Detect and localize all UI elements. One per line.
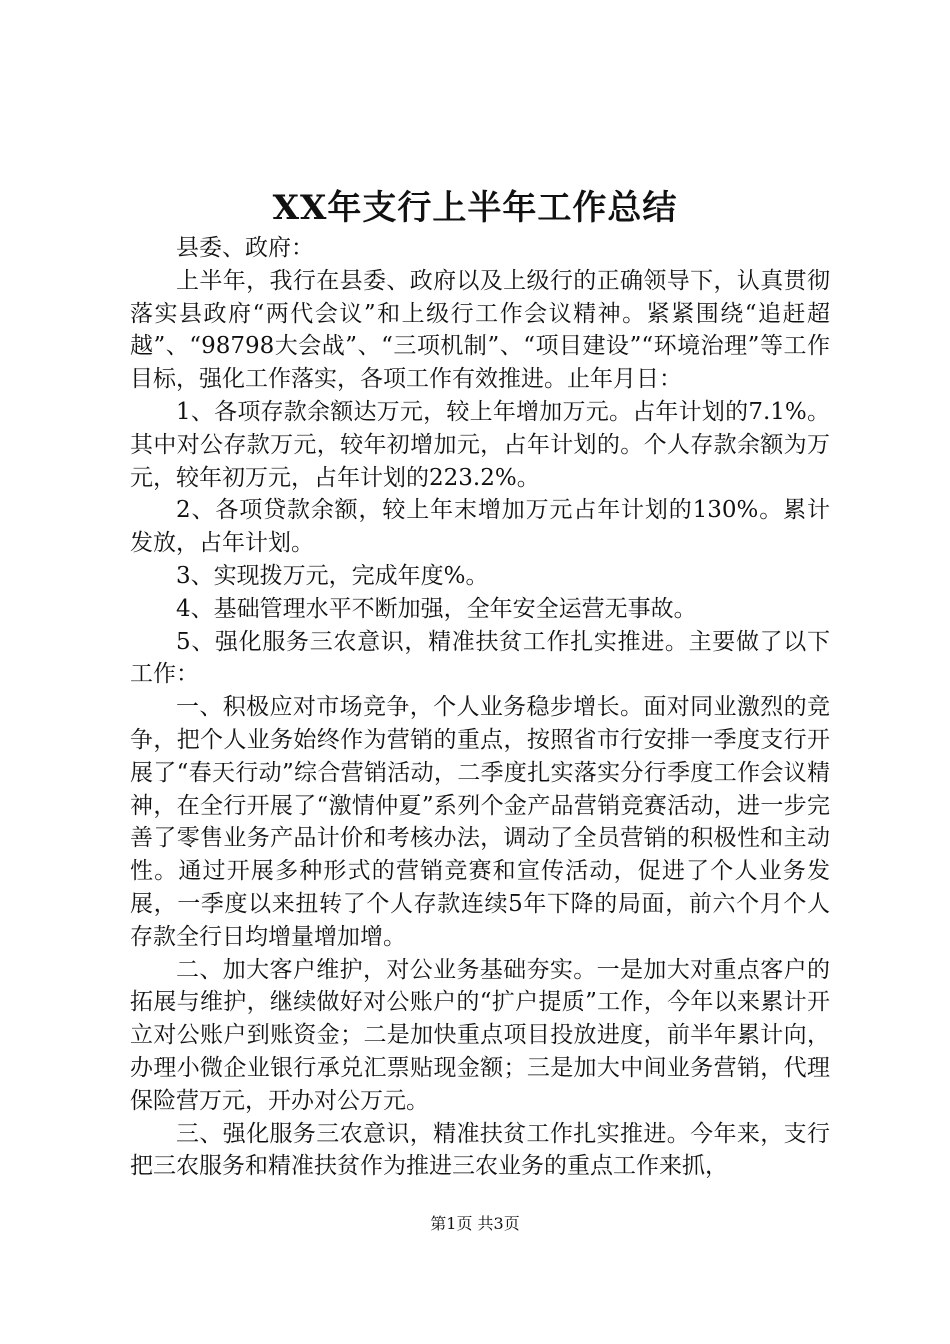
section-1-personal-business: 一、积极应对市场竞争，个人业务稳步增长。面对同业激烈的竞争，把个人业务始终作为营销的重点，按照省市行安排一季度支行开展了“春天行动”综合营销活动，二季度扎实落实分行季度工作会议精神，在全行开展了“激情仲夏”系列个金产品营销竞赛活动，进一步完善了零售业务产品计价和考核办法，调动了全员营销的积极性和主动性。通过开展多种形式的营销竞赛和宣传活动，促进了个人业务发展，一季度以来扭转了个人存款连续5年下降的局面，前六个月个人存款全行日均增量增加增。 [130,694,830,950]
page-number: 第1页 共3页 [430,1214,520,1233]
item-3-allocation: 3、实现拨万元，完成年度%。 [176,562,489,589]
document-title: XX年支行上半年工作总结 [272,188,678,228]
intro-paragraph: 上半年，我行在县委、政府以及上级行的正确领导下，认真贯彻落实县政府“两代会议”和上级行工作会议精神。紧紧围绕“追赶超越”、“98798大会战”、“三项机制”、“项目建设”“环境治理”等工作目标，强化工作落实，各项工作有效推进。止年月日： [130,267,830,393]
item-2-loans: 2、各项贷款余额，较上年末增加万元占年计划的130%。累计发放，占年计划。 [130,497,830,557]
salutation: 县委、政府： [176,235,314,261]
section-3-poverty-alleviation: 三、强化服务三农意识，精准扶贫工作扎实推进。今年来，支行把三农服务和精准扶贫作为推进三农业务的重点工作来抓， [130,1120,830,1180]
section-2-corporate-business: 二、加大客户维护，对公业务基础夯实。一是加大对重点客户的拓展与维护，继续做好对公账户的“扩户提质”工作，今年以来累计开立对公账户到账资金；二是加快重点项目投放进度，前半年累计向，办理小微企业银行承兑汇票贴现金额；三是加大中间业务营销，代理保险营万元，开办对公万元。 [130,956,830,1114]
item-4-management: 4、基础管理水平不断加强，全年安全运营无事故。 [176,595,697,622]
item-1-deposits: 1、各项存款余额达万元，较上年增加万元。占年计划的7.1%。其中对公存款万元，较年初增加元，占年计划的。个人存款余额为万元，较年初万元，占年计划的223.2%。 [130,398,830,491]
document-body [130,232,830,1183]
item-5-rural-service: 5、强化服务三农意识，精准扶贫工作扎实推进。主要做了以下工作： [130,628,830,688]
